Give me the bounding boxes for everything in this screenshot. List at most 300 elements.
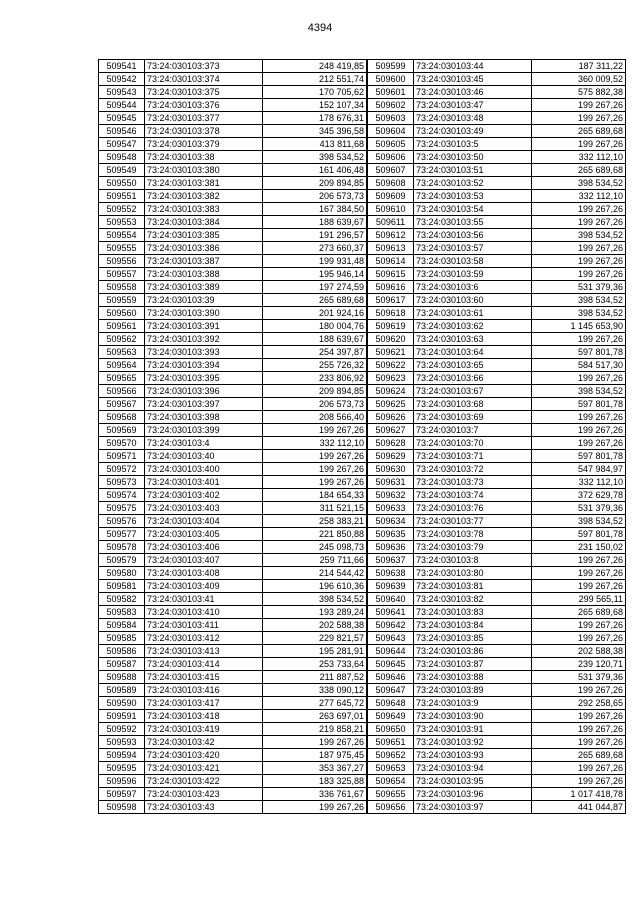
table-row xyxy=(99,801,367,814)
value-cell: 1 145 653,90 xyxy=(532,320,626,333)
table-row xyxy=(99,658,367,671)
value-cell: 255 726,32 xyxy=(263,359,367,372)
row-number-cell: 509599 xyxy=(368,60,414,73)
value-cell: 277 645,72 xyxy=(263,697,367,710)
cadastral-number-cell: 73:24:030103:79 xyxy=(414,541,532,554)
cadastral-number-cell: 73:24:030103:39 xyxy=(145,294,263,307)
cadastral-number-cell: 73:24:030103:377 xyxy=(145,112,263,125)
row-number-cell: 509541 xyxy=(99,60,145,73)
row-number-cell: 509616 xyxy=(368,281,414,294)
table-row xyxy=(368,203,626,216)
value-cell: 187 975,45 xyxy=(263,749,367,762)
value-cell: 199 267,26 xyxy=(532,437,626,450)
cadastral-number-cell: 73:24:030103:382 xyxy=(145,190,263,203)
value-cell: 199 267,26 xyxy=(263,463,367,476)
cadastral-number-cell: 73:24:030103:77 xyxy=(414,515,532,528)
cadastral-number-cell: 73:24:030103:76 xyxy=(414,502,532,515)
cadastral-number-cell: 73:24:030103:404 xyxy=(145,515,263,528)
table-row xyxy=(368,164,626,177)
table-row xyxy=(368,697,626,710)
row-number-cell: 509574 xyxy=(99,489,145,502)
cadastral-number-cell: 73:24:030103:423 xyxy=(145,788,263,801)
cadastral-number-cell: 73:24:030103:399 xyxy=(145,424,263,437)
row-number-cell: 509608 xyxy=(368,177,414,190)
row-number-cell: 509594 xyxy=(99,749,145,762)
table-row xyxy=(368,632,626,645)
row-number-cell: 509571 xyxy=(99,450,145,463)
cadastral-number-cell: 73:24:030103:86 xyxy=(414,645,532,658)
value-cell: 398 534,52 xyxy=(532,307,626,320)
value-cell: 531 379,36 xyxy=(532,671,626,684)
cadastral-number-cell: 73:24:030103:42 xyxy=(145,736,263,749)
table-row xyxy=(99,268,367,281)
table-row xyxy=(368,411,626,424)
cadastral-number-cell: 73:24:030103:4 xyxy=(145,437,263,450)
row-number-cell: 509555 xyxy=(99,242,145,255)
cadastral-number-cell: 73:24:030103:6 xyxy=(414,281,532,294)
table-row xyxy=(99,580,367,593)
row-number-cell: 509627 xyxy=(368,424,414,437)
cadastral-number-cell: 73:24:030103:408 xyxy=(145,567,263,580)
value-cell: 199 267,26 xyxy=(532,242,626,255)
table-row xyxy=(368,684,626,697)
table-row xyxy=(99,73,367,86)
value-cell: 188 639,67 xyxy=(263,216,367,229)
row-number-cell: 509618 xyxy=(368,307,414,320)
cadastral-number-cell: 73:24:030103:411 xyxy=(145,619,263,632)
table-row xyxy=(368,567,626,580)
cadastral-number-cell: 73:24:030103:374 xyxy=(145,73,263,86)
value-cell: 336 761,67 xyxy=(263,788,367,801)
cadastral-number-cell: 73:24:030103:97 xyxy=(414,801,532,814)
row-number-cell: 509645 xyxy=(368,658,414,671)
table-row xyxy=(99,788,367,801)
row-number-cell: 509653 xyxy=(368,762,414,775)
table-row xyxy=(99,736,367,749)
cadastral-number-cell: 73:24:030103:52 xyxy=(414,177,532,190)
cadastral-number-cell: 73:24:030103:394 xyxy=(145,359,263,372)
cadastral-number-cell: 73:24:030103:373 xyxy=(145,60,263,73)
cadastral-number-cell: 73:24:030103:68 xyxy=(414,398,532,411)
row-number-cell: 509629 xyxy=(368,450,414,463)
row-number-cell: 509620 xyxy=(368,333,414,346)
cadastral-number-cell: 73:24:030103:44 xyxy=(414,60,532,73)
value-cell: 180 004,76 xyxy=(263,320,367,333)
value-cell: 199 267,26 xyxy=(532,112,626,125)
table-row xyxy=(99,320,367,333)
value-cell: 332 112,10 xyxy=(532,476,626,489)
table-row xyxy=(99,697,367,710)
cadastral-number-cell: 73:24:030103:95 xyxy=(414,775,532,788)
cadastral-number-cell: 73:24:030103:60 xyxy=(414,294,532,307)
table-row xyxy=(368,580,626,593)
row-number-cell: 509649 xyxy=(368,710,414,723)
row-number-cell: 509628 xyxy=(368,437,414,450)
table-row xyxy=(368,398,626,411)
value-cell: 398 534,52 xyxy=(532,385,626,398)
row-number-cell: 509630 xyxy=(368,463,414,476)
table-row xyxy=(368,255,626,268)
row-number-cell: 509632 xyxy=(368,489,414,502)
cadastral-number-cell: 73:24:030103:393 xyxy=(145,346,263,359)
row-number-cell: 509597 xyxy=(99,788,145,801)
cadastral-number-cell: 73:24:030103:395 xyxy=(145,372,263,385)
value-cell: 263 697,01 xyxy=(263,710,367,723)
table-row xyxy=(368,476,626,489)
table-row xyxy=(368,554,626,567)
cadastral-number-cell: 73:24:030103:57 xyxy=(414,242,532,255)
row-number-cell: 509650 xyxy=(368,723,414,736)
cadastral-number-cell: 73:24:030103:87 xyxy=(414,658,532,671)
cadastral-number-cell: 73:24:030103:7 xyxy=(414,424,532,437)
value-cell: 212 551,74 xyxy=(263,73,367,86)
cadastral-number-cell: 73:24:030103:89 xyxy=(414,684,532,697)
cadastral-number-cell: 73:24:030103:49 xyxy=(414,125,532,138)
table-row xyxy=(368,73,626,86)
cadastral-number-cell: 73:24:030103:53 xyxy=(414,190,532,203)
cadastral-number-cell: 73:24:030103:398 xyxy=(145,411,263,424)
cadastral-number-cell: 73:24:030103:54 xyxy=(414,203,532,216)
row-number-cell: 509656 xyxy=(368,801,414,814)
row-number-cell: 509568 xyxy=(99,411,145,424)
table-row xyxy=(99,645,367,658)
value-cell: 187 311,22 xyxy=(532,60,626,73)
cadastral-number-cell: 73:24:030103:384 xyxy=(145,216,263,229)
table-row xyxy=(99,190,367,203)
cadastral-number-cell: 73:24:030103:94 xyxy=(414,762,532,775)
table-row xyxy=(368,710,626,723)
row-number-cell: 509565 xyxy=(99,372,145,385)
cadastral-number-cell: 73:24:030103:420 xyxy=(145,749,263,762)
row-number-cell: 509613 xyxy=(368,242,414,255)
value-cell: 199 267,26 xyxy=(532,632,626,645)
cadastral-number-cell: 73:24:030103:416 xyxy=(145,684,263,697)
cadastral-number-cell: 73:24:030103:406 xyxy=(145,541,263,554)
row-number-cell: 509600 xyxy=(368,73,414,86)
value-cell: 265 689,68 xyxy=(532,749,626,762)
table-row xyxy=(368,125,626,138)
value-cell: 338 090,12 xyxy=(263,684,367,697)
row-number-cell: 509544 xyxy=(99,99,145,112)
cadastral-number-cell: 73:24:030103:387 xyxy=(145,255,263,268)
row-number-cell: 509551 xyxy=(99,190,145,203)
value-cell: 199 267,26 xyxy=(532,268,626,281)
row-number-cell: 509612 xyxy=(368,229,414,242)
table-row xyxy=(368,177,626,190)
value-cell: 206 573,73 xyxy=(263,190,367,203)
row-number-cell: 509603 xyxy=(368,112,414,125)
value-cell: 199 267,26 xyxy=(532,684,626,697)
row-number-cell: 509557 xyxy=(99,268,145,281)
row-number-cell: 509549 xyxy=(99,164,145,177)
table-row xyxy=(99,775,367,788)
table-row xyxy=(368,736,626,749)
row-number-cell: 509550 xyxy=(99,177,145,190)
value-cell: 597 801,78 xyxy=(532,528,626,541)
row-number-cell: 509591 xyxy=(99,710,145,723)
cadastral-number-cell: 73:24:030103:403 xyxy=(145,502,263,515)
row-number-cell: 509638 xyxy=(368,567,414,580)
table-row xyxy=(368,281,626,294)
cadastral-number-cell: 73:24:030103:421 xyxy=(145,762,263,775)
value-cell: 170 705,62 xyxy=(263,86,367,99)
cadastral-number-cell: 73:24:030103:407 xyxy=(145,554,263,567)
table-row xyxy=(99,606,367,619)
cadastral-number-cell: 73:24:030103:414 xyxy=(145,658,263,671)
value-cell: 265 689,68 xyxy=(532,606,626,619)
value-cell: 209 894,85 xyxy=(263,385,367,398)
row-number-cell: 509651 xyxy=(368,736,414,749)
row-number-cell: 509543 xyxy=(99,86,145,99)
cadastral-number-cell: 73:24:030103:396 xyxy=(145,385,263,398)
value-cell: 209 894,85 xyxy=(263,177,367,190)
value-cell: 199 267,26 xyxy=(532,424,626,437)
value-cell: 248 419,85 xyxy=(263,60,367,73)
row-number-cell: 509626 xyxy=(368,411,414,424)
value-cell: 196 610,36 xyxy=(263,580,367,593)
cadastral-number-cell: 73:24:030103:56 xyxy=(414,229,532,242)
row-number-cell: 509615 xyxy=(368,268,414,281)
value-cell: 199 267,26 xyxy=(532,372,626,385)
value-cell: 184 654,33 xyxy=(263,489,367,502)
value-cell: 299 565,11 xyxy=(532,593,626,606)
cadastral-number-cell: 73:24:030103:383 xyxy=(145,203,263,216)
value-cell: 253 733,64 xyxy=(263,658,367,671)
table-row xyxy=(99,333,367,346)
cadastral-number-cell: 73:24:030103:8 xyxy=(414,554,532,567)
table-row xyxy=(99,593,367,606)
table-row xyxy=(368,424,626,437)
cadastral-number-cell: 73:24:030103:385 xyxy=(145,229,263,242)
table-row xyxy=(99,242,367,255)
value-cell: 239 120,71 xyxy=(532,658,626,671)
table-row xyxy=(99,502,367,515)
table-row xyxy=(368,619,626,632)
cadastral-number-cell: 73:24:030103:63 xyxy=(414,333,532,346)
cadastral-number-cell: 73:24:030103:379 xyxy=(145,138,263,151)
table-row xyxy=(99,567,367,580)
row-number-cell: 509554 xyxy=(99,229,145,242)
cadastral-number-cell: 73:24:030103:65 xyxy=(414,359,532,372)
row-number-cell: 509593 xyxy=(99,736,145,749)
value-cell: 211 887,52 xyxy=(263,671,367,684)
registry-table-left xyxy=(98,59,367,814)
table-row xyxy=(99,255,367,268)
table-row xyxy=(368,268,626,281)
cadastral-number-cell: 73:24:030103:386 xyxy=(145,242,263,255)
value-cell: 199 267,26 xyxy=(532,775,626,788)
table-row xyxy=(99,398,367,411)
row-number-cell: 509559 xyxy=(99,294,145,307)
cadastral-number-cell: 73:24:030103:375 xyxy=(145,86,263,99)
cadastral-number-cell: 73:24:030103:88 xyxy=(414,671,532,684)
cadastral-number-cell: 73:24:030103:388 xyxy=(145,268,263,281)
cadastral-number-cell: 73:24:030103:81 xyxy=(414,580,532,593)
value-cell: 584 517,30 xyxy=(532,359,626,372)
table-row xyxy=(368,645,626,658)
value-cell: 199 267,26 xyxy=(532,580,626,593)
table-row xyxy=(99,60,367,73)
row-number-cell: 509643 xyxy=(368,632,414,645)
value-cell: 1 017 418,78 xyxy=(532,788,626,801)
row-number-cell: 509547 xyxy=(99,138,145,151)
row-number-cell: 509546 xyxy=(99,125,145,138)
value-cell: 413 811,68 xyxy=(263,138,367,151)
table-row xyxy=(368,190,626,203)
row-number-cell: 509601 xyxy=(368,86,414,99)
row-number-cell: 509567 xyxy=(99,398,145,411)
cadastral-number-cell: 73:24:030103:96 xyxy=(414,788,532,801)
table-row xyxy=(368,385,626,398)
cadastral-number-cell: 73:24:030103:74 xyxy=(414,489,532,502)
row-number-cell: 509579 xyxy=(99,554,145,567)
table-row xyxy=(368,593,626,606)
value-cell: 221 850,88 xyxy=(263,528,367,541)
table-row xyxy=(99,99,367,112)
table-row xyxy=(368,671,626,684)
cadastral-number-cell: 73:24:030103:380 xyxy=(145,164,263,177)
row-number-cell: 509548 xyxy=(99,151,145,164)
cadastral-number-cell: 73:24:030103:9 xyxy=(414,697,532,710)
row-number-cell: 509619 xyxy=(368,320,414,333)
cadastral-number-cell: 73:24:030103:376 xyxy=(145,99,263,112)
table-row xyxy=(368,216,626,229)
table-row xyxy=(368,294,626,307)
value-cell: 161 406,48 xyxy=(263,164,367,177)
value-cell: 265 689,68 xyxy=(263,294,367,307)
value-cell: 398 534,52 xyxy=(532,229,626,242)
table-row xyxy=(99,385,367,398)
table-row xyxy=(99,684,367,697)
cadastral-number-cell: 73:24:030103:83 xyxy=(414,606,532,619)
value-cell: 245 098,73 xyxy=(263,541,367,554)
registry-table-right xyxy=(367,59,626,814)
row-number-cell: 509654 xyxy=(368,775,414,788)
table-row xyxy=(368,788,626,801)
value-cell: 178 676,31 xyxy=(263,112,367,125)
row-number-cell: 509589 xyxy=(99,684,145,697)
table-row xyxy=(99,424,367,437)
table-row xyxy=(99,112,367,125)
cadastral-number-cell: 73:24:030103:5 xyxy=(414,138,532,151)
table-row xyxy=(368,541,626,554)
cadastral-number-cell: 73:24:030103:61 xyxy=(414,307,532,320)
table-row xyxy=(368,320,626,333)
value-cell: 265 689,68 xyxy=(532,164,626,177)
value-cell: 201 924,16 xyxy=(263,307,367,320)
cadastral-number-cell: 73:24:030103:409 xyxy=(145,580,263,593)
value-cell: 441 044,87 xyxy=(532,801,626,814)
row-number-cell: 509588 xyxy=(99,671,145,684)
table-row xyxy=(368,658,626,671)
table-row xyxy=(99,86,367,99)
row-number-cell: 509610 xyxy=(368,203,414,216)
table-row xyxy=(368,450,626,463)
cadastral-number-cell: 73:24:030103:412 xyxy=(145,632,263,645)
row-number-cell: 509640 xyxy=(368,593,414,606)
row-number-cell: 509617 xyxy=(368,294,414,307)
row-number-cell: 509562 xyxy=(99,333,145,346)
row-number-cell: 509552 xyxy=(99,203,145,216)
value-cell: 332 112,10 xyxy=(532,151,626,164)
table-row xyxy=(99,281,367,294)
cadastral-number-cell: 73:24:030103:389 xyxy=(145,281,263,294)
row-number-cell: 509566 xyxy=(99,385,145,398)
value-cell: 199 267,26 xyxy=(532,554,626,567)
cadastral-number-cell: 73:24:030103:67 xyxy=(414,385,532,398)
cadastral-number-cell: 73:24:030103:50 xyxy=(414,151,532,164)
value-cell: 259 711,66 xyxy=(263,554,367,567)
row-number-cell: 509563 xyxy=(99,346,145,359)
cadastral-number-cell: 73:24:030103:381 xyxy=(145,177,263,190)
value-cell: 332 112,10 xyxy=(263,437,367,450)
row-number-cell: 509570 xyxy=(99,437,145,450)
row-number-cell: 509639 xyxy=(368,580,414,593)
row-number-cell: 509605 xyxy=(368,138,414,151)
value-cell: 597 801,78 xyxy=(532,450,626,463)
table-row xyxy=(368,606,626,619)
table-row xyxy=(368,723,626,736)
table-row xyxy=(99,476,367,489)
row-number-cell: 509556 xyxy=(99,255,145,268)
cadastral-number-cell: 73:24:030103:93 xyxy=(414,749,532,762)
cadastral-number-cell: 73:24:030103:48 xyxy=(414,112,532,125)
table-row xyxy=(99,359,367,372)
value-cell: 199 267,26 xyxy=(532,710,626,723)
cadastral-number-cell: 73:24:030103:64 xyxy=(414,346,532,359)
row-number-cell: 509642 xyxy=(368,619,414,632)
row-number-cell: 509622 xyxy=(368,359,414,372)
value-cell: 188 639,67 xyxy=(263,333,367,346)
cadastral-number-cell: 73:24:030103:46 xyxy=(414,86,532,99)
value-cell: 398 534,52 xyxy=(263,151,367,164)
table-row xyxy=(368,372,626,385)
row-number-cell: 509561 xyxy=(99,320,145,333)
cadastral-number-cell: 73:24:030103:415 xyxy=(145,671,263,684)
table-row xyxy=(99,450,367,463)
row-number-cell: 509606 xyxy=(368,151,414,164)
value-cell: 152 107,34 xyxy=(263,99,367,112)
value-cell: 254 397,87 xyxy=(263,346,367,359)
table-row xyxy=(368,528,626,541)
cadastral-number-cell: 73:24:030103:73 xyxy=(414,476,532,489)
value-cell: 575 882,38 xyxy=(532,86,626,99)
value-cell: 231 150,02 xyxy=(532,541,626,554)
row-number-cell: 509581 xyxy=(99,580,145,593)
table-row xyxy=(368,346,626,359)
value-cell: 202 588,38 xyxy=(532,645,626,658)
value-cell: 199 267,26 xyxy=(532,216,626,229)
row-number-cell: 509553 xyxy=(99,216,145,229)
row-number-cell: 509647 xyxy=(368,684,414,697)
row-number-cell: 509633 xyxy=(368,502,414,515)
row-number-cell: 509646 xyxy=(368,671,414,684)
cadastral-number-cell: 73:24:030103:392 xyxy=(145,333,263,346)
row-number-cell: 509614 xyxy=(368,255,414,268)
row-number-cell: 509576 xyxy=(99,515,145,528)
page-number: 4394 xyxy=(307,22,333,34)
table-row xyxy=(368,60,626,73)
row-number-cell: 509621 xyxy=(368,346,414,359)
cadastral-number-cell: 73:24:030103:402 xyxy=(145,489,263,502)
table-row xyxy=(368,151,626,164)
row-number-cell: 509584 xyxy=(99,619,145,632)
row-number-cell: 509609 xyxy=(368,190,414,203)
table-row xyxy=(99,554,367,567)
row-number-cell: 509558 xyxy=(99,281,145,294)
table-row xyxy=(99,125,367,138)
table-row xyxy=(368,749,626,762)
